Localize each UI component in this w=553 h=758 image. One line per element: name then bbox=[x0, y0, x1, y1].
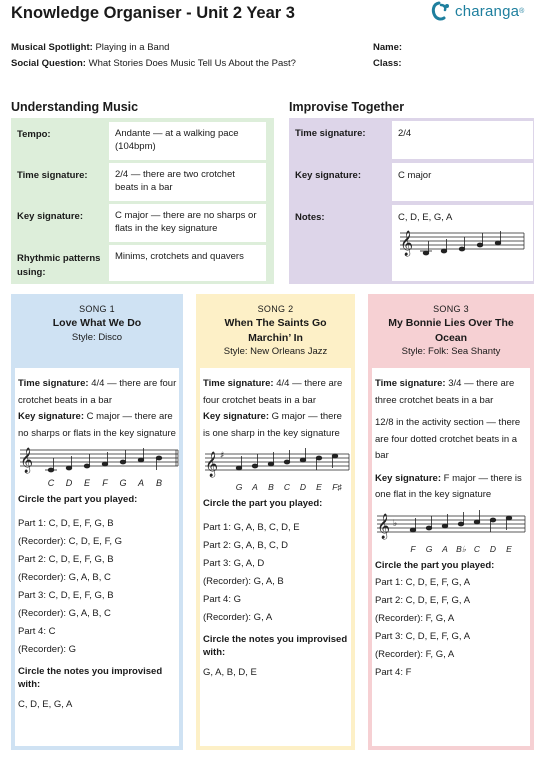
song-body bbox=[372, 368, 530, 746]
part-line[interactable]: (Recorder): F, G, A bbox=[375, 649, 455, 660]
understanding-row bbox=[11, 122, 266, 160]
song-2-staff bbox=[203, 444, 353, 494]
key-signature-value: C major — there are no sharps or flats in the key signature bbox=[18, 411, 176, 439]
time-signature-text bbox=[203, 376, 349, 409]
song-number: SONG 3 bbox=[433, 304, 469, 314]
parts-heading-text: Circle the part you played: bbox=[375, 559, 495, 571]
understanding-row bbox=[11, 204, 266, 242]
understanding-label: Rhythmic patterns using: bbox=[17, 253, 101, 278]
key-signature-value: G major — there is one sharp in the key signature bbox=[203, 411, 342, 439]
svg-text:𝄞: 𝄞 bbox=[205, 452, 219, 477]
song-style: Style: Folk: Sea Shanty bbox=[401, 346, 501, 358]
part-line[interactable]: Part 4: C bbox=[18, 625, 56, 637]
part-line[interactable]: Part 2: C, D, E, F, G, A bbox=[375, 595, 471, 606]
svg-text:♭: ♭ bbox=[393, 518, 398, 529]
parts-heading bbox=[375, 558, 528, 575]
part-line[interactable]: Part 1: C, D, E, F, G, A bbox=[375, 577, 471, 588]
part-line[interactable]: Part 3: G, A, D bbox=[203, 557, 265, 569]
part-line[interactable]: (Recorder): G, A, B bbox=[203, 575, 284, 587]
improvise-value: C major bbox=[392, 163, 533, 201]
understanding-row bbox=[11, 245, 266, 281]
improvise-label: Key signature: bbox=[295, 170, 361, 181]
key-signature-label: Key signature: bbox=[18, 411, 84, 422]
class-label: Class: bbox=[373, 58, 402, 69]
improvise-staff bbox=[398, 225, 526, 257]
song-style: Style: Disco bbox=[71, 331, 123, 343]
staff-note-label: A bbox=[137, 478, 145, 488]
key-signature-text bbox=[18, 409, 177, 442]
improvise-label: Notes: bbox=[295, 212, 325, 223]
staff-note-label: D bbox=[299, 482, 307, 492]
parts-heading-text: Circle the part you played: bbox=[18, 494, 138, 505]
spotlight-label: Musical Spotlight: bbox=[11, 42, 93, 53]
improv-heading-text: Circle the notes you improvised with: bbox=[203, 633, 348, 658]
staff-note-label: D bbox=[489, 543, 497, 554]
svg-text:♯: ♯ bbox=[220, 451, 225, 461]
staff-note-label: C bbox=[47, 478, 55, 488]
key-signature-label: Key signature: bbox=[375, 472, 441, 484]
staff-note-label: C bbox=[283, 482, 291, 492]
improv-heading-text: Circle the notes you improvised with: bbox=[18, 665, 163, 690]
song-title: When The Saints Go Marchin’ In bbox=[224, 317, 327, 344]
staff-note-label: B bbox=[155, 478, 163, 488]
song-body bbox=[15, 368, 179, 746]
name-field[interactable] bbox=[373, 42, 402, 53]
name-label: Name: bbox=[373, 42, 403, 53]
song-number: SONG 2 bbox=[257, 304, 294, 314]
part-line[interactable]: Part 1: C, D, E, F, G, B bbox=[18, 517, 114, 529]
time-signature-label: Time signature: bbox=[375, 378, 446, 389]
key-signature-label: Key signature: bbox=[203, 411, 269, 422]
parts-heading bbox=[18, 492, 177, 509]
song-body bbox=[200, 368, 351, 746]
part-line[interactable]: Part 4: F bbox=[375, 667, 412, 678]
brand-registered-mark: ® bbox=[519, 7, 525, 15]
staff-note-label: G bbox=[235, 482, 243, 492]
staff-note-label: B♭ bbox=[456, 543, 466, 554]
part-line[interactable]: Part 4: G bbox=[203, 593, 242, 605]
time-signature-text bbox=[18, 376, 177, 409]
part-line[interactable]: Part 3: C, D, E, F, G, B bbox=[18, 589, 114, 601]
brand-name: charanga bbox=[455, 2, 520, 20]
song-3-staff bbox=[375, 506, 531, 556]
part-line[interactable]: Part 3: C, D, E, F, G, A bbox=[375, 631, 471, 642]
song-1-staff bbox=[18, 444, 180, 490]
understanding-label: Tempo: bbox=[17, 129, 51, 140]
key-signature-text bbox=[375, 471, 528, 504]
time-signature-label: Time signature: bbox=[18, 378, 89, 389]
part-line[interactable]: Part 2: G, A, B, C, D bbox=[203, 539, 288, 551]
understanding-table bbox=[11, 118, 274, 284]
staff-note-label: A bbox=[252, 482, 258, 492]
time-signature-value: 4/4 — there are four crotchet beats in a bar bbox=[203, 378, 343, 406]
song-style: Style: New Orleans Jazz bbox=[223, 346, 328, 358]
svg-text:𝄞: 𝄞 bbox=[377, 513, 391, 539]
charanga-logo bbox=[430, 0, 540, 22]
part-line[interactable]: (Recorder): G, A, B, C bbox=[18, 571, 111, 583]
song-1-card bbox=[11, 294, 183, 750]
song-number: SONG 1 bbox=[79, 304, 115, 314]
staff-note-label: G bbox=[425, 543, 433, 554]
understanding-label: Key signature: bbox=[17, 211, 83, 222]
spotlight-value: Playing in a Band bbox=[95, 42, 170, 53]
part-line[interactable]: Part 2: C, D, E, F, G, B bbox=[18, 553, 114, 565]
staff-note-label: E bbox=[316, 482, 322, 492]
understanding-label: Time signature: bbox=[17, 170, 88, 181]
staff-note-label: E bbox=[506, 543, 512, 554]
key-signature-text bbox=[203, 409, 349, 442]
class-field[interactable] bbox=[373, 58, 402, 69]
improvise-value: 2/4 bbox=[392, 121, 533, 159]
understanding-value: Andante — at a walking pace (104bpm) bbox=[109, 122, 266, 160]
question-label: Social Question: bbox=[11, 58, 86, 69]
staff-note-label: D bbox=[65, 478, 73, 488]
part-line[interactable]: Part 1: G, A, B, C, D, E bbox=[203, 521, 300, 533]
understanding-row bbox=[11, 163, 266, 201]
improvise-label: Time signature: bbox=[295, 128, 366, 139]
activity-section-note: 12/8 in the activity section — there are four dotted crotchet beats in a bar bbox=[375, 417, 521, 461]
improv-notes[interactable]: G, A, B, D, E bbox=[203, 666, 257, 678]
musical-spotlight bbox=[11, 42, 169, 53]
improvise-table bbox=[289, 118, 534, 284]
staff-note-label: F bbox=[410, 543, 416, 554]
song-header bbox=[196, 294, 355, 366]
staff-note-label: A bbox=[442, 543, 448, 554]
improv-heading bbox=[203, 633, 349, 659]
song-3-card bbox=[368, 294, 534, 750]
song-title: Love What We Do bbox=[52, 317, 142, 329]
question-value: What Stories Does Music Tell Us About the Past? bbox=[88, 58, 296, 69]
key-signature-value: F major — there is one flat in the key signature bbox=[375, 472, 522, 500]
staff-note-label: E bbox=[83, 478, 91, 488]
svg-text:𝄞: 𝄞 bbox=[400, 231, 414, 256]
song-header bbox=[11, 294, 183, 366]
staff-note-label: F♯ bbox=[332, 482, 342, 492]
understanding-value: Minims, crotchets and quavers bbox=[109, 245, 266, 281]
song-title: My Bonnie Lies Over The Ocean bbox=[388, 317, 514, 344]
time-signature-value: 3/4 — there are three crotchet beats in a bar bbox=[375, 378, 515, 406]
part-line[interactable]: (Recorder): G, A, B, C bbox=[18, 607, 111, 619]
understanding-value: 2/4 — there are two crotchet beats in a bar bbox=[109, 163, 266, 201]
charanga-logo-icon bbox=[430, 1, 452, 21]
parts-heading-text: Circle the part you played: bbox=[203, 498, 323, 509]
improvise-notes-cell bbox=[392, 205, 533, 281]
staff-note-label: B bbox=[268, 482, 274, 492]
improvise-heading: Improvise Together bbox=[289, 100, 405, 114]
page-title: Knowledge Organiser - Unit 2 Year 3 bbox=[11, 4, 295, 22]
part-line[interactable]: (Recorder): G bbox=[18, 643, 77, 655]
part-line[interactable]: (Recorder): G, A bbox=[203, 611, 273, 623]
time-signature-value: 4/4 — there are four crotchet beats in a bar bbox=[18, 378, 177, 406]
part-line[interactable]: (Recorder): C, D, E, F, G bbox=[18, 535, 122, 547]
time-signature-text bbox=[375, 376, 528, 409]
improv-heading bbox=[18, 665, 177, 691]
improv-notes[interactable]: C, D, E, G, A bbox=[18, 698, 73, 710]
staff-note-label: F bbox=[102, 478, 108, 488]
social-question bbox=[11, 58, 296, 69]
parts-heading bbox=[203, 496, 349, 513]
song-2-card bbox=[196, 294, 355, 750]
staff-note-label: C bbox=[473, 543, 481, 554]
time-signature-label: Time signature: bbox=[203, 378, 274, 389]
understanding-value: C major — there are no sharps or flats in the key signature bbox=[109, 204, 266, 242]
part-line[interactable]: (Recorder): F, G, A bbox=[375, 613, 455, 624]
understanding-heading: Understanding Music bbox=[11, 100, 139, 114]
song-header bbox=[368, 294, 534, 366]
improvise-value: C, D, E, G, A bbox=[398, 212, 453, 223]
staff-note-label: G bbox=[119, 478, 127, 488]
svg-text:𝄞: 𝄞 bbox=[20, 448, 34, 473]
